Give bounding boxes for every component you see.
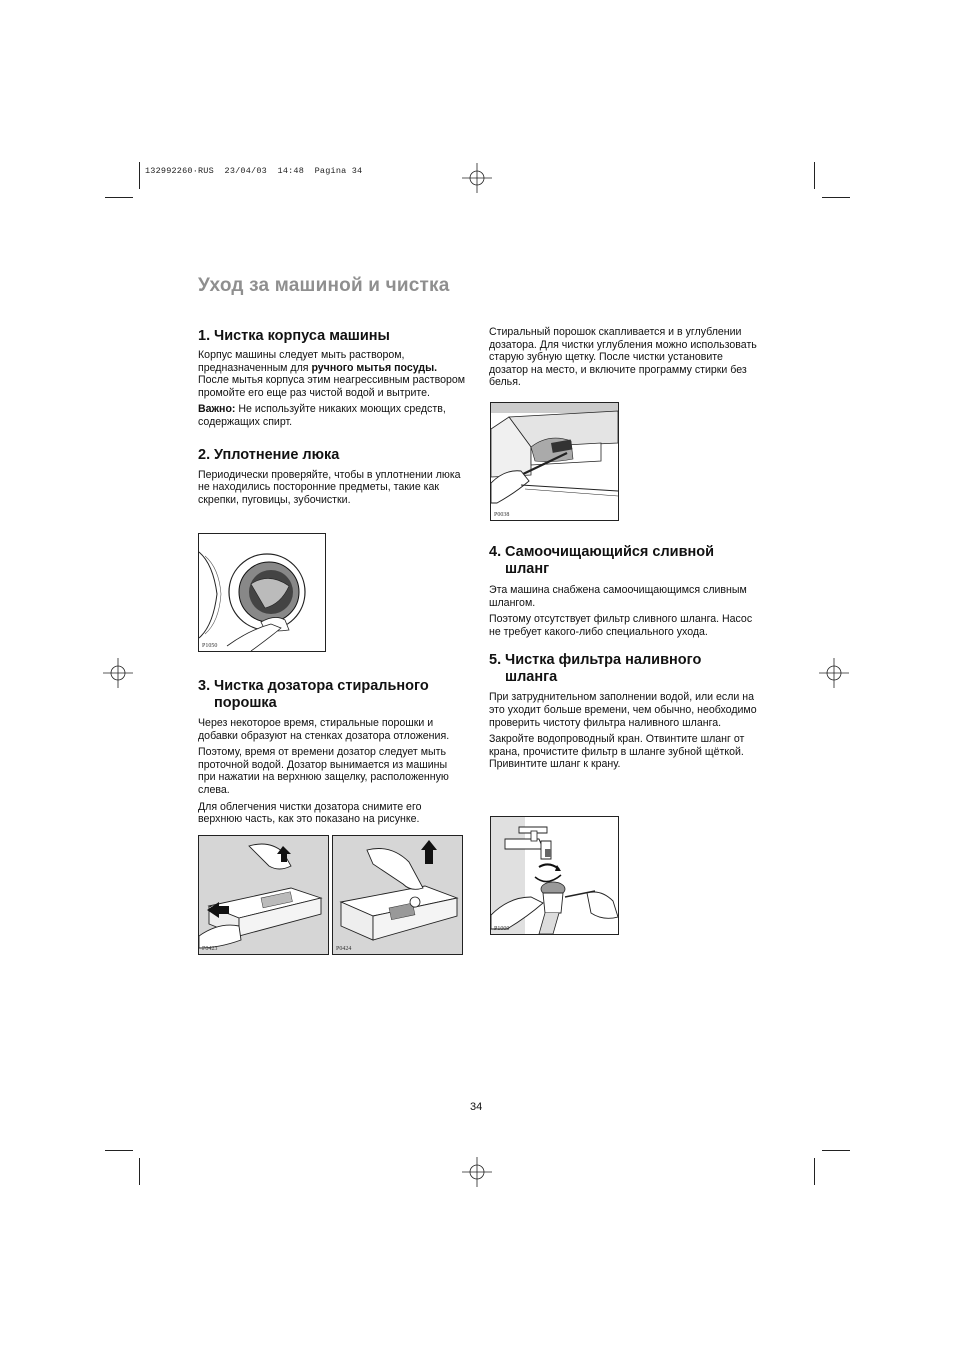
page-title: Уход за машиной и чистка: [198, 275, 450, 296]
section-heading: 1. Чистка корпуса машины: [198, 328, 390, 344]
figure-code: P0038: [494, 512, 510, 518]
section-heading: 3. Чистка дозатора стирального порошка: [198, 678, 429, 711]
figure-code: P1000: [494, 926, 510, 932]
crop-mark: [814, 162, 815, 189]
right-column-lower: [489, 544, 761, 775]
crop-mark: [105, 197, 133, 198]
section-paragraph: Корпус машины следует мыть раствором, предназначенным для ручного мытья посуды. После мытья корпуса этим неагрессивным раствором промойте его еще раз чистой водой и вытрите.: [198, 349, 466, 399]
registration-mark-right: [819, 658, 849, 688]
section-paragraph: Поэтому, время от времени дозатор следует мыть проточной водой. Дозатор вынимается из машины при нажатии на верхнюю защелку, расположенную слева.: [198, 746, 449, 796]
print-slug: 132992260·RUS 23/04/03 14:48 Pagina 34: [145, 166, 363, 176]
page-number: 34: [470, 1101, 483, 1113]
figure-code: P1050: [202, 643, 218, 649]
section-paragraph: Стиральный порошок скапливается и в углублении дозатора. Для чистки углубления можно использовать старую зубную щетку. После чистки установите дозатор на место, и включите программу стирки без белья.: [489, 326, 757, 389]
crop-mark: [822, 197, 850, 198]
section-heading: 4. Самоочищающийся сливной шланг: [489, 544, 715, 577]
registration-mark-top: [462, 163, 492, 193]
section-paragraph: Через некоторое время, стиральные порошки и добавки образуют на стенках дозатора отложения.: [198, 717, 450, 742]
section-paragraph: Эта машина снабжена самоочищающимся сливным шлангом.: [489, 584, 747, 609]
registration-mark-bottom: [462, 1157, 492, 1187]
section-heading: 2. Уплотнение люка: [198, 446, 340, 463]
figure-toothbrush: [490, 402, 619, 521]
figure-drawer-lid: [332, 835, 463, 955]
section-3: [198, 678, 464, 826]
section-heading: 5. Чистка фильтра наливного шланга: [489, 652, 702, 686]
figure-drawer-pull: [198, 835, 329, 955]
section-paragraph: Для облегчения чистки дозатора снимите его верхнюю часть, как это показано на рисунке.: [198, 800, 422, 826]
section-1: [198, 328, 466, 429]
crop-mark: [105, 1150, 133, 1151]
crop-mark: [139, 162, 140, 189]
figure-code: P0424: [336, 946, 352, 952]
section-4: [489, 544, 761, 638]
section-paragraph: При затруднительном заполнении водой, или если на это уходит больше времени, чем обычно, необходимо проверить чистоту фильтра наливного шланга.: [489, 691, 757, 729]
section-paragraph: Периодически проверяйте, чтобы в уплотнении люка не находились посторонние предметы, такие как скрепки, пуговицы, зубочистки.: [198, 468, 461, 506]
section-paragraph: Важно: Не используйте никаких моющих средств, содержащих спирт.: [198, 403, 446, 428]
figure-door-seal: [198, 533, 326, 652]
figure-hose-filter: [490, 816, 619, 935]
registration-mark-left: [103, 658, 133, 688]
section-paragraph: Закройте водопроводный кран. Отвинтите шланг от крана, прочистите фильтр в шланге зубной щёткой. Привинтите шланг к крану.: [489, 733, 745, 771]
figure-code: P0423: [202, 946, 218, 952]
section-5: [489, 652, 761, 771]
left-column: [198, 328, 466, 510]
crop-mark: [139, 1158, 140, 1185]
crop-mark: [814, 1158, 815, 1185]
right-column: [489, 326, 759, 393]
left-column-lower: [198, 678, 464, 830]
section-paragraph: Поэтому отсутствует фильтр сливного шланга. Насос не требует какого-либо специального ухода.: [489, 613, 753, 638]
section-2: [198, 447, 466, 507]
crop-mark: [822, 1150, 850, 1151]
